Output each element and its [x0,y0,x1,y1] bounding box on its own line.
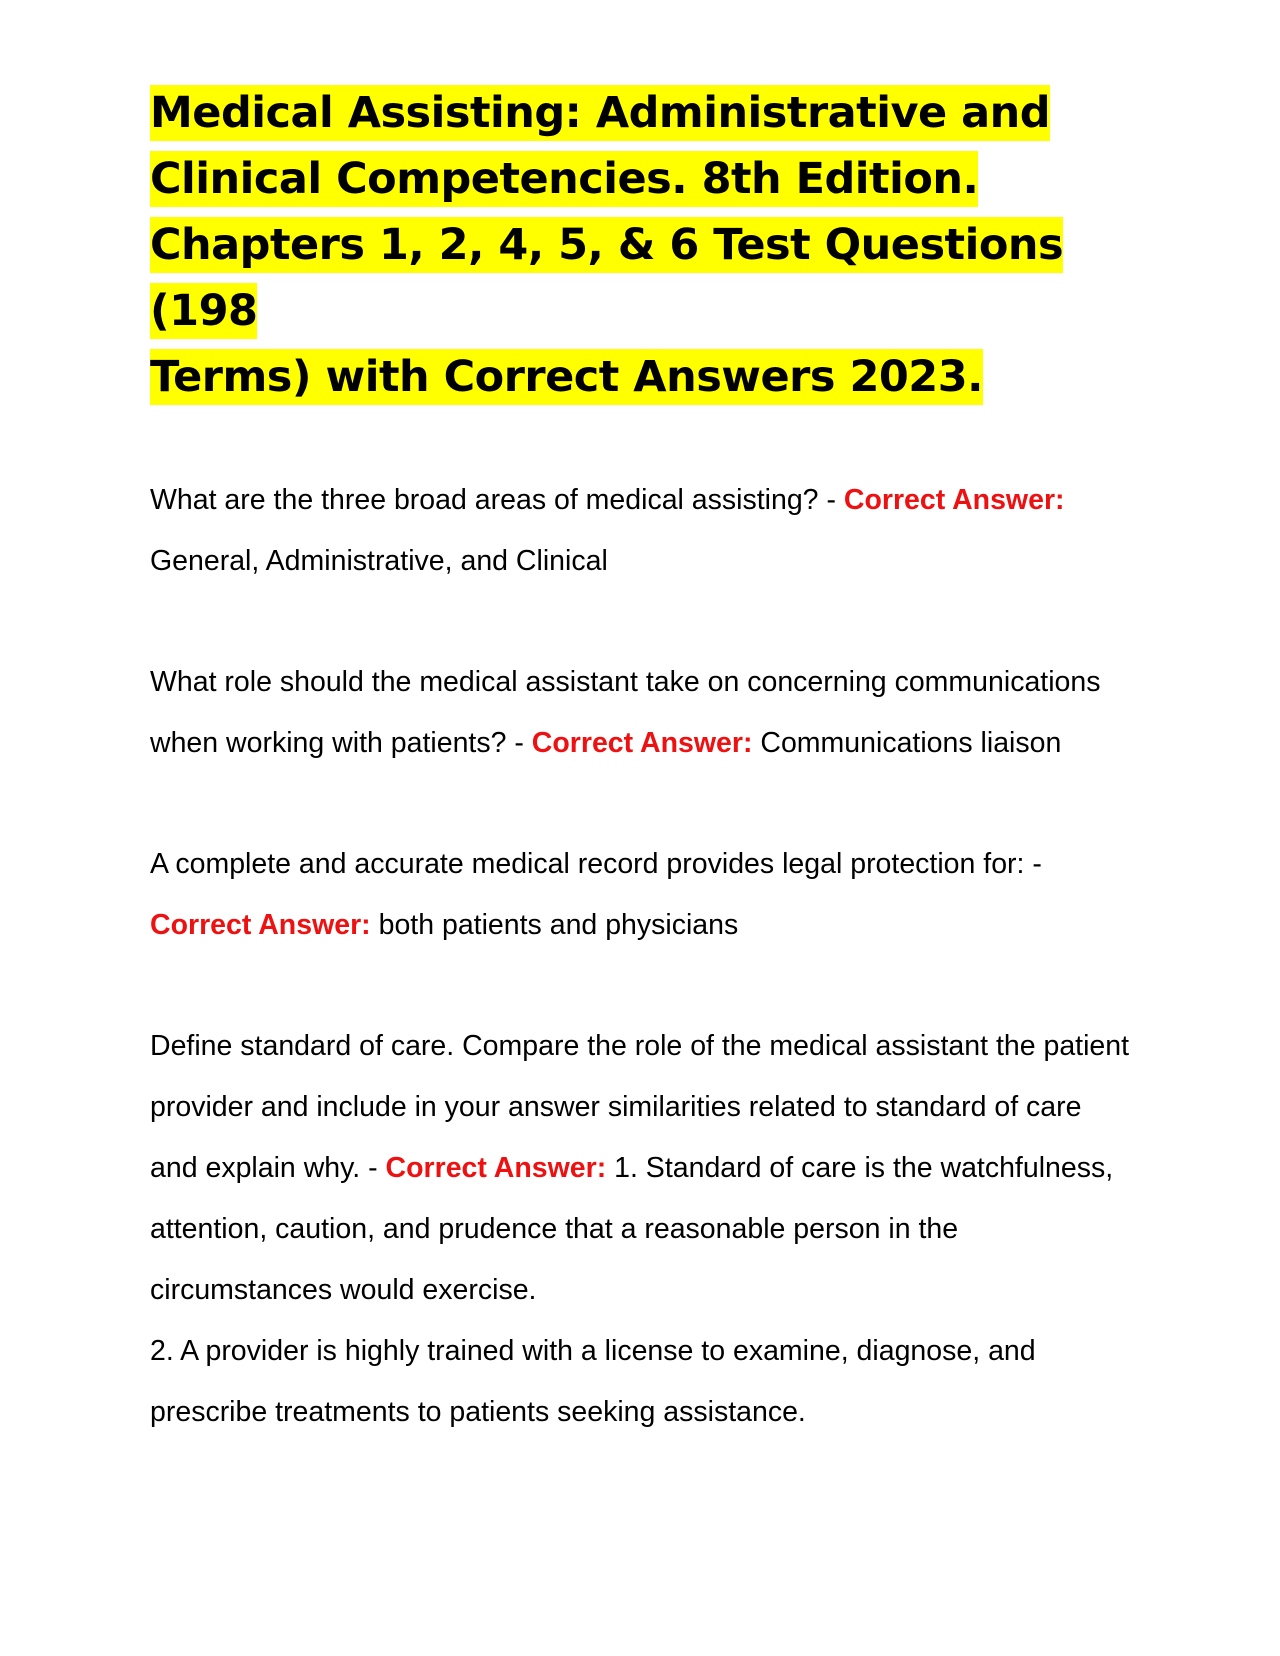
qa-item-1 [150,470,1130,592]
title-line-4: Terms) with Correct Answers 2023. [150,352,983,402]
correct-answer-label: Correct Answer: [531,727,753,759]
qa-item-2 [150,652,1130,774]
question-text: What are the three broad areas of medical assisting? - [150,484,836,516]
correct-answer-label: Correct Answer: [843,484,1065,516]
answer-text: Communications liaison [760,727,1062,759]
title-line-1: Medical Assisting: Administrative and [150,88,1051,138]
question-text: A complete and accurate medical record provides legal protection for: - [150,848,1042,880]
title-line-2: Clinical Competencies. 8th Edition. [150,154,979,204]
document-page [150,80,1130,1503]
qa-item-4 [150,1016,1130,1443]
correct-answer-label: Correct Answer: [385,1152,607,1184]
document-title [150,80,1130,410]
answer-text: 1. Standard of care is the watchfulness, attention, caution, and prudence that a reasonable person in the circumstances would exercise. [150,1152,1114,1306]
correct-answer-label: Correct Answer: [150,909,371,941]
answer-text: General, Administrative, and Clinical [150,545,608,577]
title-highlight [150,85,1063,405]
answer-text: both patients and physicians [378,909,739,941]
answer-text-line-2: 2. A provider is highly trained with a license to examine, diagnose, and prescribe treatments to patients seeking assistance. [150,1335,1036,1428]
question-text: Define standard of care. Compare the role of the medical assistant the patient provider and include in your answer similarities related to standard of care and explain why. - [150,1030,1130,1184]
question-text: What role should the medical assistant take on concerning communications when working with patients? - [150,666,1101,759]
qa-list [150,470,1130,1443]
title-line-3: Chapters 1, 2, 4, 5, & 6 Test Questions (198 [150,220,1064,336]
qa-item-3 [150,834,1130,956]
